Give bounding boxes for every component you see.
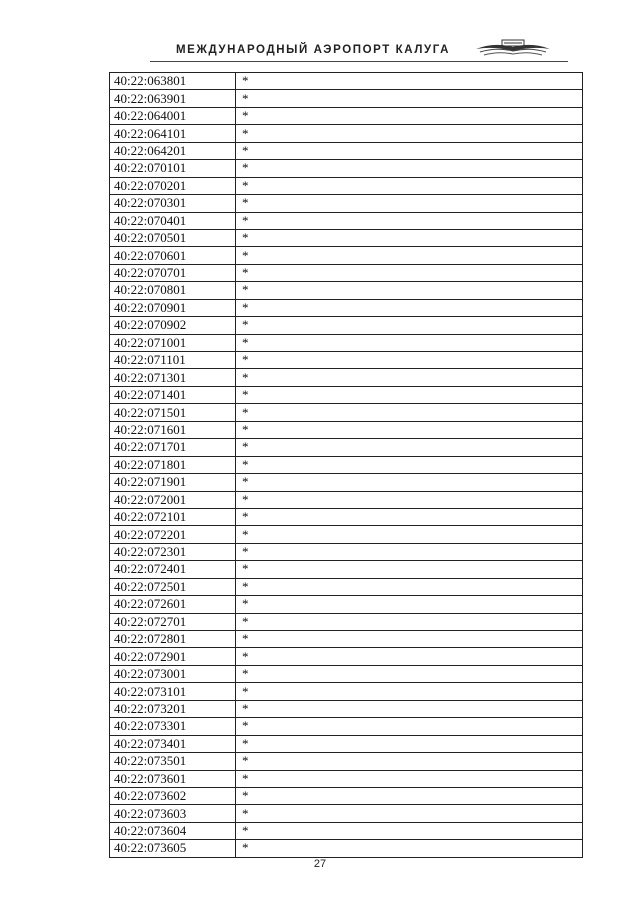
mark-cell: * [236, 334, 583, 351]
mark-cell: * [236, 718, 583, 735]
mark-cell: * [236, 142, 583, 159]
mark-cell: * [236, 840, 583, 857]
cadastral-number-cell: 40:22:073604 [110, 822, 236, 839]
table-row [110, 282, 583, 299]
mark-cell: * [236, 770, 583, 787]
table-row [110, 317, 583, 334]
mark-cell: * [236, 247, 583, 264]
mark-cell: * [236, 613, 583, 630]
mark-cell: * [236, 822, 583, 839]
table-row [110, 247, 583, 264]
table-row [110, 631, 583, 648]
cadastral-number-cell: 40:22:064201 [110, 142, 236, 159]
mark-cell: * [236, 299, 583, 316]
cadastral-number-cell: 40:22:072801 [110, 631, 236, 648]
mark-cell: * [236, 526, 583, 543]
cadastral-number-cell: 40:22:072001 [110, 491, 236, 508]
mark-cell: * [236, 561, 583, 578]
table-row [110, 665, 583, 682]
mark-cell: * [236, 160, 583, 177]
cadastral-number-cell: 40:22:070601 [110, 247, 236, 264]
table-row [110, 753, 583, 770]
cadastral-number-cell: 40:22:073401 [110, 735, 236, 752]
cadastral-table [109, 72, 583, 858]
table-row [110, 160, 583, 177]
mark-cell: * [236, 264, 583, 281]
page-number: 27 [313, 858, 327, 870]
cadastral-number-cell: 40:22:073101 [110, 683, 236, 700]
cadastral-number-cell: 40:22:073601 [110, 770, 236, 787]
table-row [110, 299, 583, 316]
table-row [110, 212, 583, 229]
cadastral-number-cell: 40:22:070701 [110, 264, 236, 281]
cadastral-number-cell: 40:22:072101 [110, 508, 236, 525]
mark-cell: * [236, 474, 583, 491]
table-row [110, 107, 583, 124]
table-row [110, 648, 583, 665]
table-row [110, 177, 583, 194]
table-row [110, 596, 583, 613]
table-row [110, 456, 583, 473]
mark-cell: * [236, 735, 583, 752]
cadastral-number-cell: 40:22:070902 [110, 317, 236, 334]
cadastral-number-cell: 40:22:071101 [110, 352, 236, 369]
cadastral-number-cell: 40:22:071601 [110, 421, 236, 438]
table-row [110, 352, 583, 369]
cadastral-number-cell: 40:22:071001 [110, 334, 236, 351]
mark-cell: * [236, 352, 583, 369]
table-row [110, 526, 583, 543]
cadastral-number-cell: 40:22:073201 [110, 700, 236, 717]
cadastral-number-cell: 40:22:070901 [110, 299, 236, 316]
table-row [110, 700, 583, 717]
cadastral-number-cell: 40:22:072501 [110, 578, 236, 595]
mark-cell: * [236, 683, 583, 700]
table-row [110, 439, 583, 456]
table-row [110, 822, 583, 839]
table-row [110, 561, 583, 578]
cadastral-number-cell: 40:22:073603 [110, 805, 236, 822]
mark-cell: * [236, 439, 583, 456]
table-row [110, 421, 583, 438]
mark-cell: * [236, 578, 583, 595]
cadastral-number-cell: 40:22:071401 [110, 386, 236, 403]
cadastral-number-cell: 40:22:064001 [110, 107, 236, 124]
mark-cell: * [236, 753, 583, 770]
table-row [110, 404, 583, 421]
cadastral-number-cell: 40:22:070401 [110, 212, 236, 229]
mark-cell: * [236, 107, 583, 124]
mark-cell: * [236, 508, 583, 525]
table-row [110, 787, 583, 804]
cadastral-number-cell: 40:22:070801 [110, 282, 236, 299]
cadastral-number-cell: 40:22:071901 [110, 474, 236, 491]
table-row [110, 334, 583, 351]
cadastral-number-cell: 40:22:073301 [110, 718, 236, 735]
table-row [110, 73, 583, 90]
mark-cell: * [236, 700, 583, 717]
mark-cell: * [236, 456, 583, 473]
cadastral-number-cell: 40:22:073001 [110, 665, 236, 682]
cadastral-number-cell: 40:22:064101 [110, 125, 236, 142]
table-row [110, 805, 583, 822]
table-row [110, 613, 583, 630]
table-row [110, 508, 583, 525]
mark-cell: * [236, 73, 583, 90]
cadastral-number-cell: 40:22:072601 [110, 596, 236, 613]
cadastral-number-cell: 40:22:072201 [110, 526, 236, 543]
mark-cell: * [236, 596, 583, 613]
cadastral-number-cell: 40:22:072401 [110, 561, 236, 578]
mark-cell: * [236, 369, 583, 386]
table-row [110, 840, 583, 857]
mark-cell: * [236, 543, 583, 560]
table-row [110, 142, 583, 159]
table-row [110, 718, 583, 735]
mark-cell: * [236, 125, 583, 142]
table-row [110, 229, 583, 246]
header-divider [150, 61, 568, 62]
cadastral-number-cell: 40:22:070201 [110, 177, 236, 194]
mark-cell: * [236, 665, 583, 682]
mark-cell: * [236, 177, 583, 194]
table-row [110, 264, 583, 281]
mark-cell: * [236, 421, 583, 438]
table-row [110, 195, 583, 212]
document-header [150, 36, 570, 64]
mark-cell: * [236, 282, 583, 299]
mark-cell: * [236, 386, 583, 403]
cadastral-number-cell: 40:22:071501 [110, 404, 236, 421]
cadastral-number-cell: 40:22:063801 [110, 73, 236, 90]
mark-cell: * [236, 195, 583, 212]
table-row [110, 735, 583, 752]
table-row [110, 125, 583, 142]
table-row [110, 543, 583, 560]
header-title: МЕЖДУНАРОДНЫЙ АЭРОПОРТ КАЛУГА [176, 44, 451, 56]
cadastral-number-cell: 40:22:070501 [110, 229, 236, 246]
cadastral-number-cell: 40:22:071701 [110, 439, 236, 456]
mark-cell: * [236, 648, 583, 665]
cadastral-number-cell: 40:22:070301 [110, 195, 236, 212]
table-row [110, 578, 583, 595]
table-row [110, 369, 583, 386]
cadastral-number-cell: 40:22:070101 [110, 160, 236, 177]
mark-cell: * [236, 90, 583, 107]
mark-cell: * [236, 631, 583, 648]
table-row [110, 386, 583, 403]
table-row [110, 90, 583, 107]
table-row [110, 770, 583, 787]
mark-cell: * [236, 212, 583, 229]
mark-cell: * [236, 317, 583, 334]
mark-cell: * [236, 491, 583, 508]
table-row [110, 474, 583, 491]
cadastral-number-cell: 40:22:071801 [110, 456, 236, 473]
mark-cell: * [236, 805, 583, 822]
airport-wing-logo-icon [474, 38, 552, 60]
cadastral-number-cell: 40:22:072901 [110, 648, 236, 665]
table-row [110, 491, 583, 508]
cadastral-number-cell: 40:22:073605 [110, 840, 236, 857]
mark-cell: * [236, 229, 583, 246]
cadastral-number-cell: 40:22:073602 [110, 787, 236, 804]
table-row [110, 683, 583, 700]
cadastral-number-cell: 40:22:072701 [110, 613, 236, 630]
mark-cell: * [236, 404, 583, 421]
cadastral-number-cell: 40:22:063901 [110, 90, 236, 107]
mark-cell: * [236, 787, 583, 804]
cadastral-number-cell: 40:22:071301 [110, 369, 236, 386]
cadastral-number-cell: 40:22:073501 [110, 753, 236, 770]
cadastral-number-cell: 40:22:072301 [110, 543, 236, 560]
